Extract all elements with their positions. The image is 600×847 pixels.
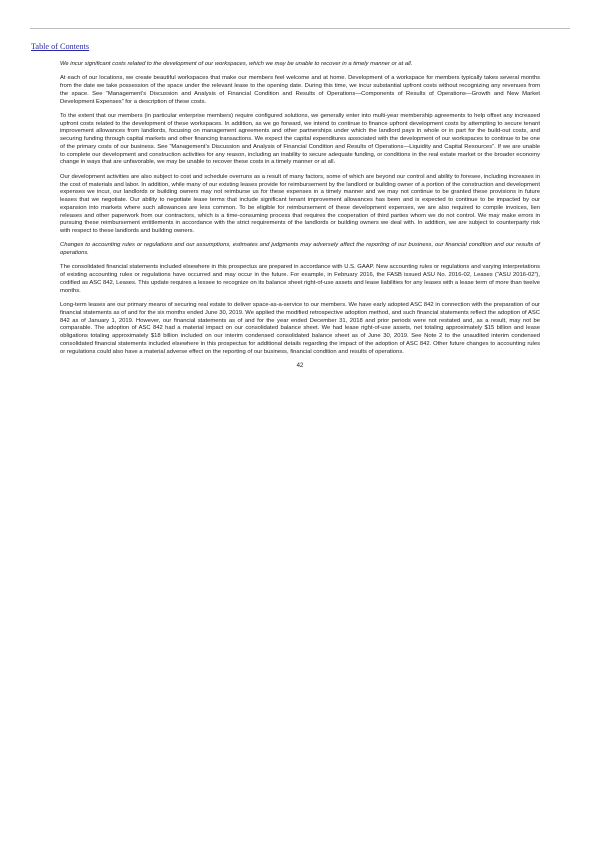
body-paragraph: Long-term leases are our primary means of securing real estate to deliver space-as-a-service to our members. We have early adopted ASC 842 in connection with the preparation of our financial statements as of and for the six months ended June 30, 2019. We applied the modified retrospective adoption method, and such financial statements reflect the adoption of ASC 842 as of January 1, 2019. However, our financial statements as of and for the year ended December 31, 2018 and prior periods were not restated and, as a result, may not be comparable. The adoption of ASC 842 had a material impact on our consolidated balance sheet. We had lease right-of-use assets, net totaling approximately $15 billion and lease obligations totaling approximately $18 billion included on our interim condensed consolidated balance sheet as of June 30, 2019. See Note 2 to the unaudited interim condensed consolidated financial statements included elsewhere in this prospectus for additional details regarding the impact of the adoption of ASC 842. Other future changes to accounting rules or regulations could also have a material adverse effect on the reporting of our business, financial condition and results of operations.: [60, 302, 540, 355]
page-number: 42: [296, 362, 304, 369]
body-paragraph: To the extent that our members (in particular enterprise members) require configured solutions, we generally enter into multi-year membership agreements to help offset any increased upfront costs related to the development of these workspaces. In addition, as we go forward, we intend to continue to finance upfront development costs by attempting to secure tenant improvement allowances from landlords, focusing on management agreements and other partnerships under which the landlord pays in whole or in part for the build-out costs, and securing funding through capital markets and other financing transactions. We expect the capital expenditures associated with the development of our workspaces to continue to be one of the primary costs of our business. See “Management’s Discussion and Analysis of Financial Condition and Results of Operations—Liquidity and Capital Resources”. If we are unable to complete our development and construction activities for any reason, including an inability to secure adequate funding, or conditions in the real estate market or the broader economy change in ways that are unfavorable, we may be unable to recover these costs in a timely manner or at all.: [60, 112, 540, 166]
risk-factor-heading: Changes to accounting rules or regulations and our assumptions, estimates and judgments may adversely affect the reporting of our business, our financial condition and our results of operations.: [60, 242, 540, 257]
top-divider: [30, 28, 570, 29]
table-of-contents-link[interactable]: Table of Contents: [31, 42, 90, 51]
body-paragraph: Our development activities are also subject to cost and schedule overruns as a result of many factors, some of which are beyond our control and ability to foresee, including increases in the cost of materials and labor. In addition, while many of our existing leases provide for reimbursement by the landlord or building owner of a portion of the construction and development expenses we incur, our landlords or building owners may not reimburse us for these expenses in a timely manner and we may not continue to be granted these provisions in future leases that we negotiate. Our ability to negotiate lease terms that include significant tenant improvement allowances has been and is expected to continue to be impacted by our expansion into markets where such allowances are less common. To be eligible for reimbursement of these development expenses, we are also required to compile invoices, lien releases and other paperwork from our contractors, which is a time-consuming process that requires the cooperation of third parties whom we do not control. We may make errors in pursuing these reimbursement entitlements in accordance with the strict requirements of the landlords or building owners we deal with. In addition, we are subject to counterparty risk with respect to these landlords and building owners.: [60, 173, 540, 235]
document-body: [60, 61, 540, 369]
body-paragraph: At each of our locations, we create beautiful workspaces that make our members feel welcome and at home. Development of a workspace for members typically takes several months from the date we take possession of the space under the relevant lease to the opening date. During this time, we incur substantial upfront costs without recognizing any revenues from the space. See “Management’s Discussion and Analysis of Financial Condition and Results of Operations—Components of Results of Operations—Growth and New Market Development Expenses” for a description of these costs.: [60, 75, 540, 105]
body-paragraph: The consolidated financial statements included elsewhere in this prospectus are prepared in accordance with U.S. GAAP. New accounting rules or regulations and varying interpretations of existing accounting rules or regulations have occurred and may occur in the future. For example, in February 2016, the FASB issued ASU No. 2016-02, Leases (“ASU 2016-02”), codified as ASC 842, Leases. This update requires a lessee to recognize on its balance sheet right-of-use assets and lease liabilities for any leases with a lease term of more than twelve months.: [60, 264, 540, 294]
risk-factor-heading: We incur significant costs related to the development of our workspaces, which we may be unable to recover in a timely manner or at all.: [60, 61, 413, 67]
